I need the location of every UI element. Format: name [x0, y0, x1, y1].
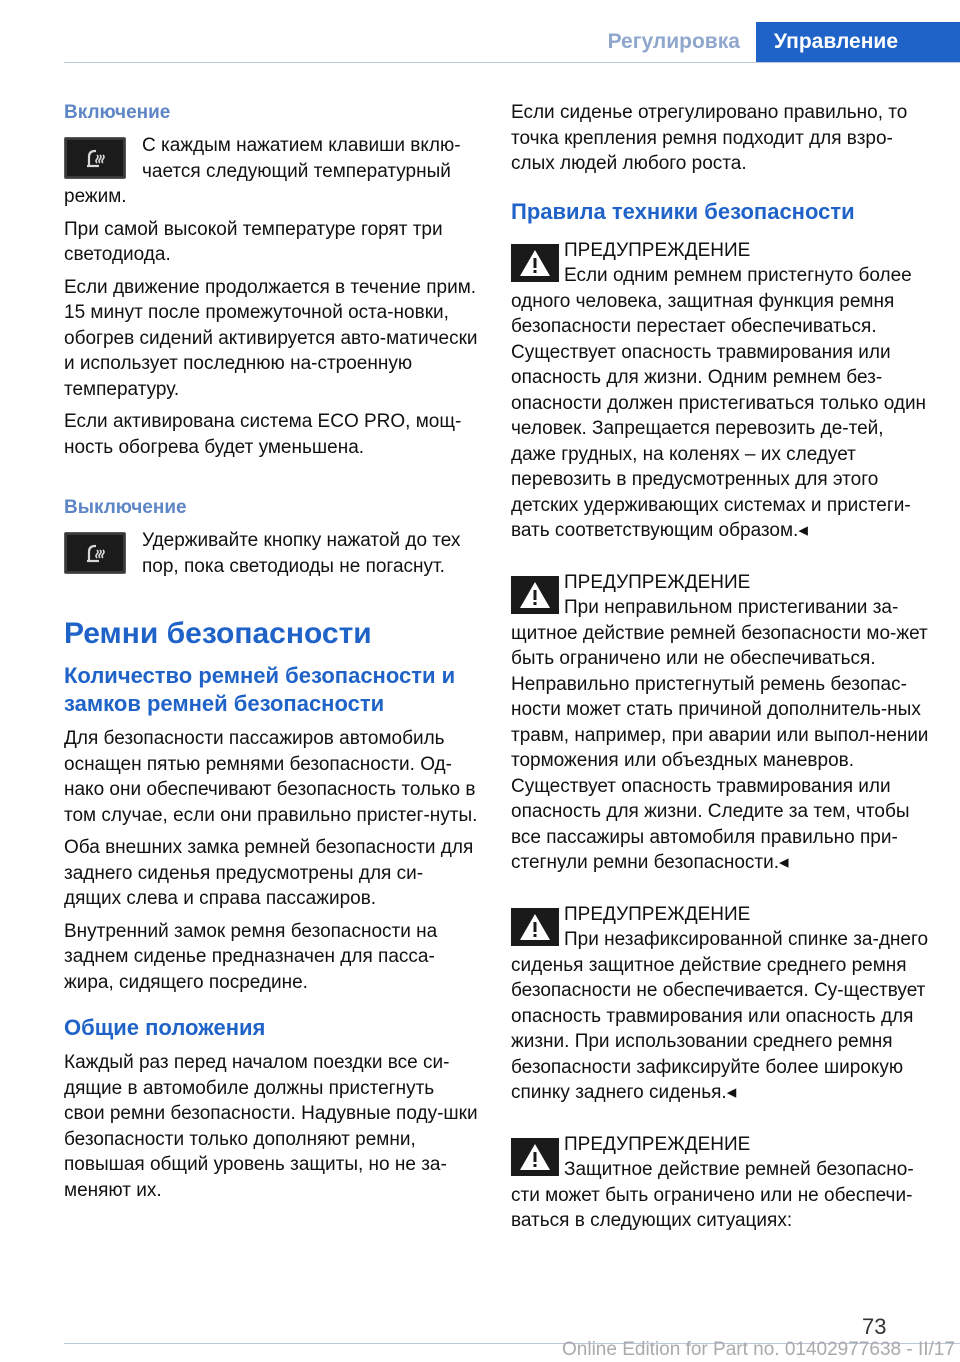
- right-column: [511, 100, 931, 1241]
- warning-text: При незафиксированной спинке за-днего сиденья защитное действие среднего ремня безопасности не обеспечивается. Су-ществует опасность травмирования или опасность для жизни. При использовании среднего ремня безопасности зафиксируйте более широкую спинку заднего сиденья.◂: [511, 929, 929, 1103]
- warning-block: [511, 238, 931, 544]
- section-tabs: [584, 22, 960, 62]
- switch-off-heading: Выключение: [64, 497, 187, 518]
- general-title: Общие положения: [64, 1015, 266, 1040]
- page-number: 73: [862, 1314, 887, 1339]
- warning-block: [511, 902, 931, 1106]
- warning-triangle-icon: [511, 244, 559, 282]
- left-column: [64, 100, 480, 1210]
- auto-activation-text: Если движение продолжается в течение прим. 15 минут после промежуточной оста-новки, обогрев сидений активируется авто-матически и использует последнюю на-строенную температуру.: [64, 276, 478, 400]
- warning-label: ПРЕДУПРЕЖДЕНИЕ: [564, 571, 751, 593]
- belt-count-text-1: Для безопасности пассажиров автомобиль оснащен пятью ремнями безопасности. Од-нако они обеспечивают безопасность только в том случае, если они правильно пристег-нуты.: [64, 728, 478, 826]
- warning-text: Защитное действие ремней безопасно-сти может быть ограничено или не обеспечи-ваться в следующих ситуациях:: [511, 1159, 914, 1231]
- edition-footer: Online Edition for Part no. 01402977638 - II/17: [562, 1339, 955, 1360]
- switch-on-text: С каждым нажатием клавиши вклю-чается следующий температурный режим.: [64, 135, 461, 207]
- switch-on-heading: Включение: [64, 102, 171, 123]
- warning-label: ПРЕДУПРЕЖДЕНИЕ: [564, 903, 751, 925]
- warning-text: При неправильном пристегивании за-щитное действие ремней безопасности мо-жет быть ограничено или не обеспечиваться. Неправильно пристегнутый ремень безопас-ности может стать причиной дополнитель-ных травм, например, при аварии или выпол-нении торможения или объездных маневров. Существует опасность травмирования или опасность для жизни. Следите за тем, чтобы все пассажиры автомобиля правильно при-стегнули ремни безопасности.◂: [511, 597, 929, 873]
- eco-pro-text: Если активирована система ECO PRO, мощ-ность обогрева будет уменьшена.: [64, 411, 462, 458]
- header-rule: [64, 62, 960, 63]
- tab-adjustment: Регулировка: [607, 30, 740, 53]
- warning-block: [511, 570, 931, 876]
- belt-anchor-text: Если сиденье отрегулировано правильно, то точка крепления ремня подходит для взро-слых людей любого роста.: [511, 102, 908, 174]
- seat-belts-title: Ремни безопасности: [64, 617, 372, 650]
- warning-triangle-icon: [511, 1138, 559, 1176]
- belt-count-text-3: Внутренний замок ремня безопасности на заднем сиденье предназначен для пасса-жира, сидящего посредине.: [64, 920, 438, 993]
- warning-text: Если одним ремнем пристегнуто более одного человека, защитная функция ремня безопасности перестает обеспечиваться. Существует опасность травмирования или опасность для жизни. Одним ремнем без-опасности должен пристегиваться только один человек. Запрещается перевозить де-тей, даже грудных, на коленях – их следует перевозить в предусмотренных для этого детских удерживающих системах и пристеги-вать соответствующим образом.◂: [511, 265, 927, 541]
- switch-off-text: Удерживайте кнопку нажатой до тех пор, пока светодиоды не погаснут.: [142, 530, 461, 577]
- seat-heating-button-icon: [64, 137, 126, 179]
- safety-rules-title: Правила техники безопасности: [511, 198, 855, 224]
- warning-triangle-icon: [511, 576, 559, 614]
- general-text: Каждый раз перед началом поездки все си-дящие в автомобиле должны пристегнуть свои ремни безопасности. Надувные поду-шки безопасности только дополняют ремни, повышая общий уровень защиты, но не за-меняют их.: [64, 1052, 478, 1201]
- tab-controls: Управление: [756, 22, 960, 62]
- warning-block: [511, 1132, 931, 1234]
- belt-count-title: Количество ремней безопасности и замков ремней безопасности: [64, 663, 456, 716]
- three-leds-text: При самой высокой температуре горят три светодиода.: [64, 218, 443, 265]
- warning-label: ПРЕДУПРЕЖДЕНИЕ: [564, 1133, 751, 1155]
- belt-count-text-2: Оба внешних замка ремней безопасности для заднего сиденья предусмотрены для си-дящих слева и справа пассажиров.: [64, 837, 474, 909]
- warning-label: ПРЕДУПРЕЖДЕНИЕ: [564, 239, 751, 261]
- seat-heating-off-button-icon: [64, 532, 126, 574]
- warning-triangle-icon: [511, 908, 559, 946]
